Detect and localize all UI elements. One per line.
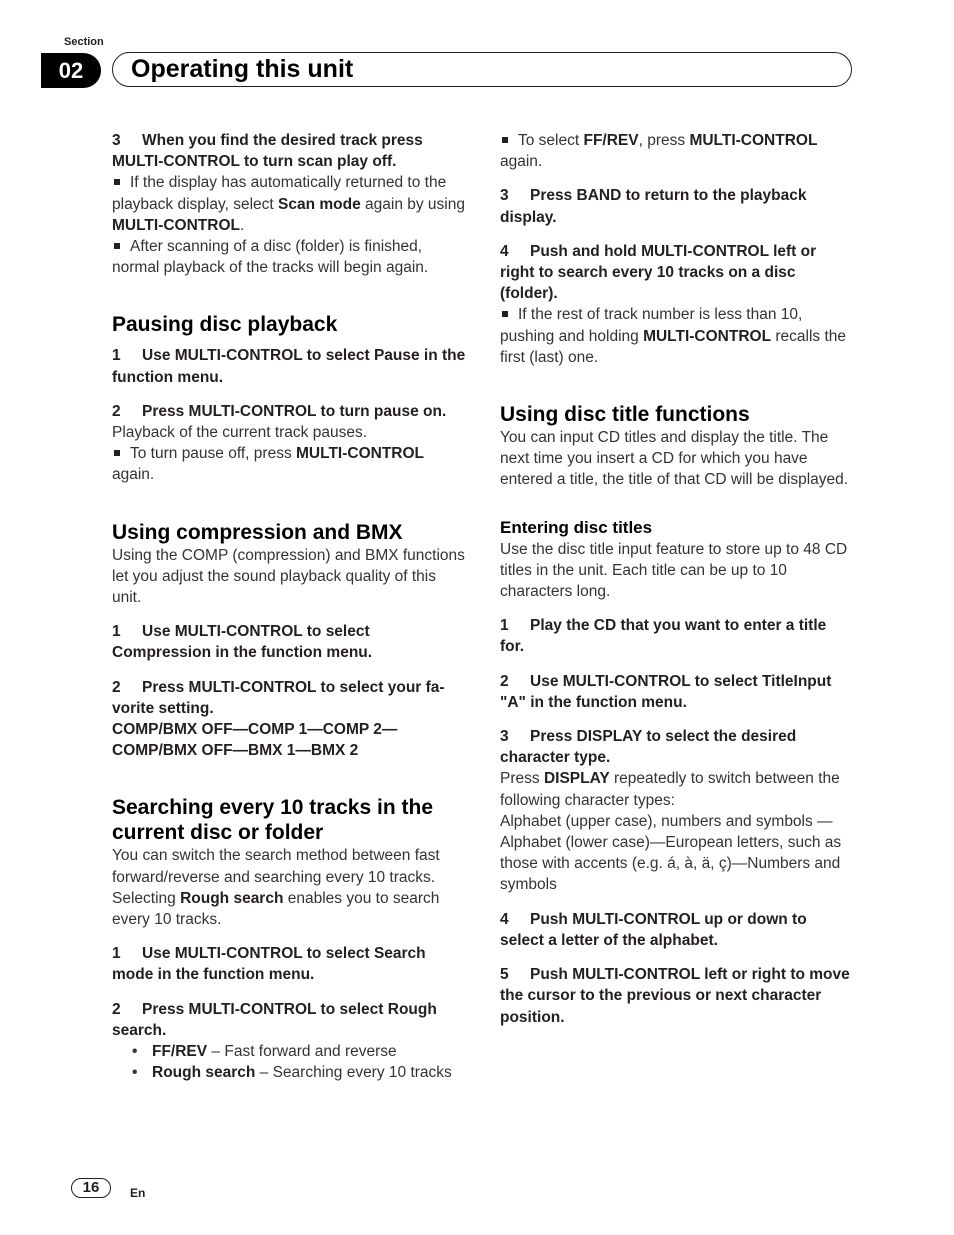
step: 4 Push and hold MULTI-CONTROL left or right to search every 10 tracks on a disc (folder).	[500, 242, 817, 303]
bullet-icon: •	[132, 1043, 138, 1061]
step: 1 Use MULTI-CONTROL to select Pause in the function menu.	[112, 347, 466, 386]
note: After scanning of a disc (folder) is finished, normal playback of the tracks will begin again.	[112, 238, 429, 277]
page-number: 16	[71, 1178, 111, 1198]
note: To turn pause off, press MULTI-CONTROL again.	[112, 445, 425, 484]
list-item: • Rough search – Searching every 10 tracks	[132, 1062, 468, 1083]
step: 2 Press MULTI-CONTROL to select your fa-vorite setting.	[112, 678, 445, 717]
step: 1 Use MULTI-CONTROL to select Search mode in the function menu.	[112, 945, 426, 984]
note: To select FF/REV, press MULTI-CONTROL again.	[500, 132, 818, 171]
step: 1 Play the CD that you want to enter a title for.	[500, 617, 827, 656]
body-text: Playback of the current track pauses.	[112, 424, 368, 442]
section-number-badge: 02	[41, 53, 101, 88]
square-bullet-icon	[502, 137, 508, 143]
square-bullet-icon	[502, 311, 508, 317]
left-column	[112, 130, 468, 1084]
subheading-entering: Entering disc titles	[500, 517, 653, 537]
body-text: Use the disc title input feature to store up to 48 CD titles in the unit. Each title can be up to 10 characters long.	[500, 540, 848, 601]
heading-pausing: Pausing disc playback	[112, 313, 338, 337]
square-bullet-icon	[114, 243, 120, 249]
step: 3 When you find the desired track press MULTI-CONTROL to turn scan play off.	[112, 132, 423, 171]
page-title: Operating this unit	[131, 55, 354, 83]
body-text: Alphabet (upper case), numbers and symbols —Alphabet (lower case)—European letters, such as those with accents (e.g. á, à, ä, ç)—Numbers and symbols	[500, 812, 842, 894]
body-text: You can switch the search method between fast forward/reverse and searching every 10 tracks. Selecting Rough search enables you to search every 10 tracks.	[112, 847, 440, 929]
list-item: • FF/REV – Fast forward and reverse	[132, 1041, 468, 1062]
body-text: Press DISPLAY repeatedly to switch between the following character types:	[500, 770, 840, 809]
step: 2 Use MULTI-CONTROL to select TitleInput "A" in the function menu.	[500, 672, 832, 711]
step: 1 Use MULTI-CONTROL to select Compression in the function menu.	[112, 623, 373, 662]
heading-compression: Using compression and BMX	[112, 520, 403, 544]
language-label: En	[130, 1186, 146, 1200]
heading-disc-title: Using disc title functions	[500, 403, 750, 427]
bullet-icon: •	[132, 1064, 138, 1082]
body-text: You can input CD titles and display the title. The next time you insert a CD for which you have entered a title, the title of that CD will be displayed.	[500, 429, 849, 489]
square-bullet-icon	[114, 450, 120, 456]
note: If the rest of track number is less than 10, pushing and holding MULTI-CONTROL recalls the first (last) one.	[500, 306, 847, 366]
setting-sequence: COMP/BMX OFF—COMP 1—COMP 2—COMP/BMX OFF—BMX 1—BMX 2	[112, 721, 398, 760]
heading-searching: Searching every 10 tracks in the current disc or folder	[112, 796, 433, 845]
step: 4 Push MULTI-CONTROL up or down to select a letter of the alphabet.	[500, 910, 807, 949]
note: If the display has automatically returned to the playback display, select Scan mode again by using MULTI-CONTROL.	[112, 174, 465, 234]
section-title-box	[112, 52, 852, 87]
section-label: Section	[64, 36, 104, 48]
step: 3 Press BAND to return to the playback display.	[500, 187, 807, 226]
step: 5 Push MULTI-CONTROL left or right to move the cursor to the previous or next character position.	[500, 966, 850, 1026]
body-text: Using the COMP (compression) and BMX functions let you adjust the sound playback quality of this unit.	[112, 546, 465, 607]
step: 3 Press DISPLAY to select the desired character type.	[500, 728, 797, 767]
step: 2 Press MULTI-CONTROL to turn pause on.	[112, 402, 447, 420]
step: 2 Press MULTI-CONTROL to select Rough search.	[112, 1000, 437, 1039]
square-bullet-icon	[114, 179, 120, 185]
right-column	[500, 130, 850, 1028]
